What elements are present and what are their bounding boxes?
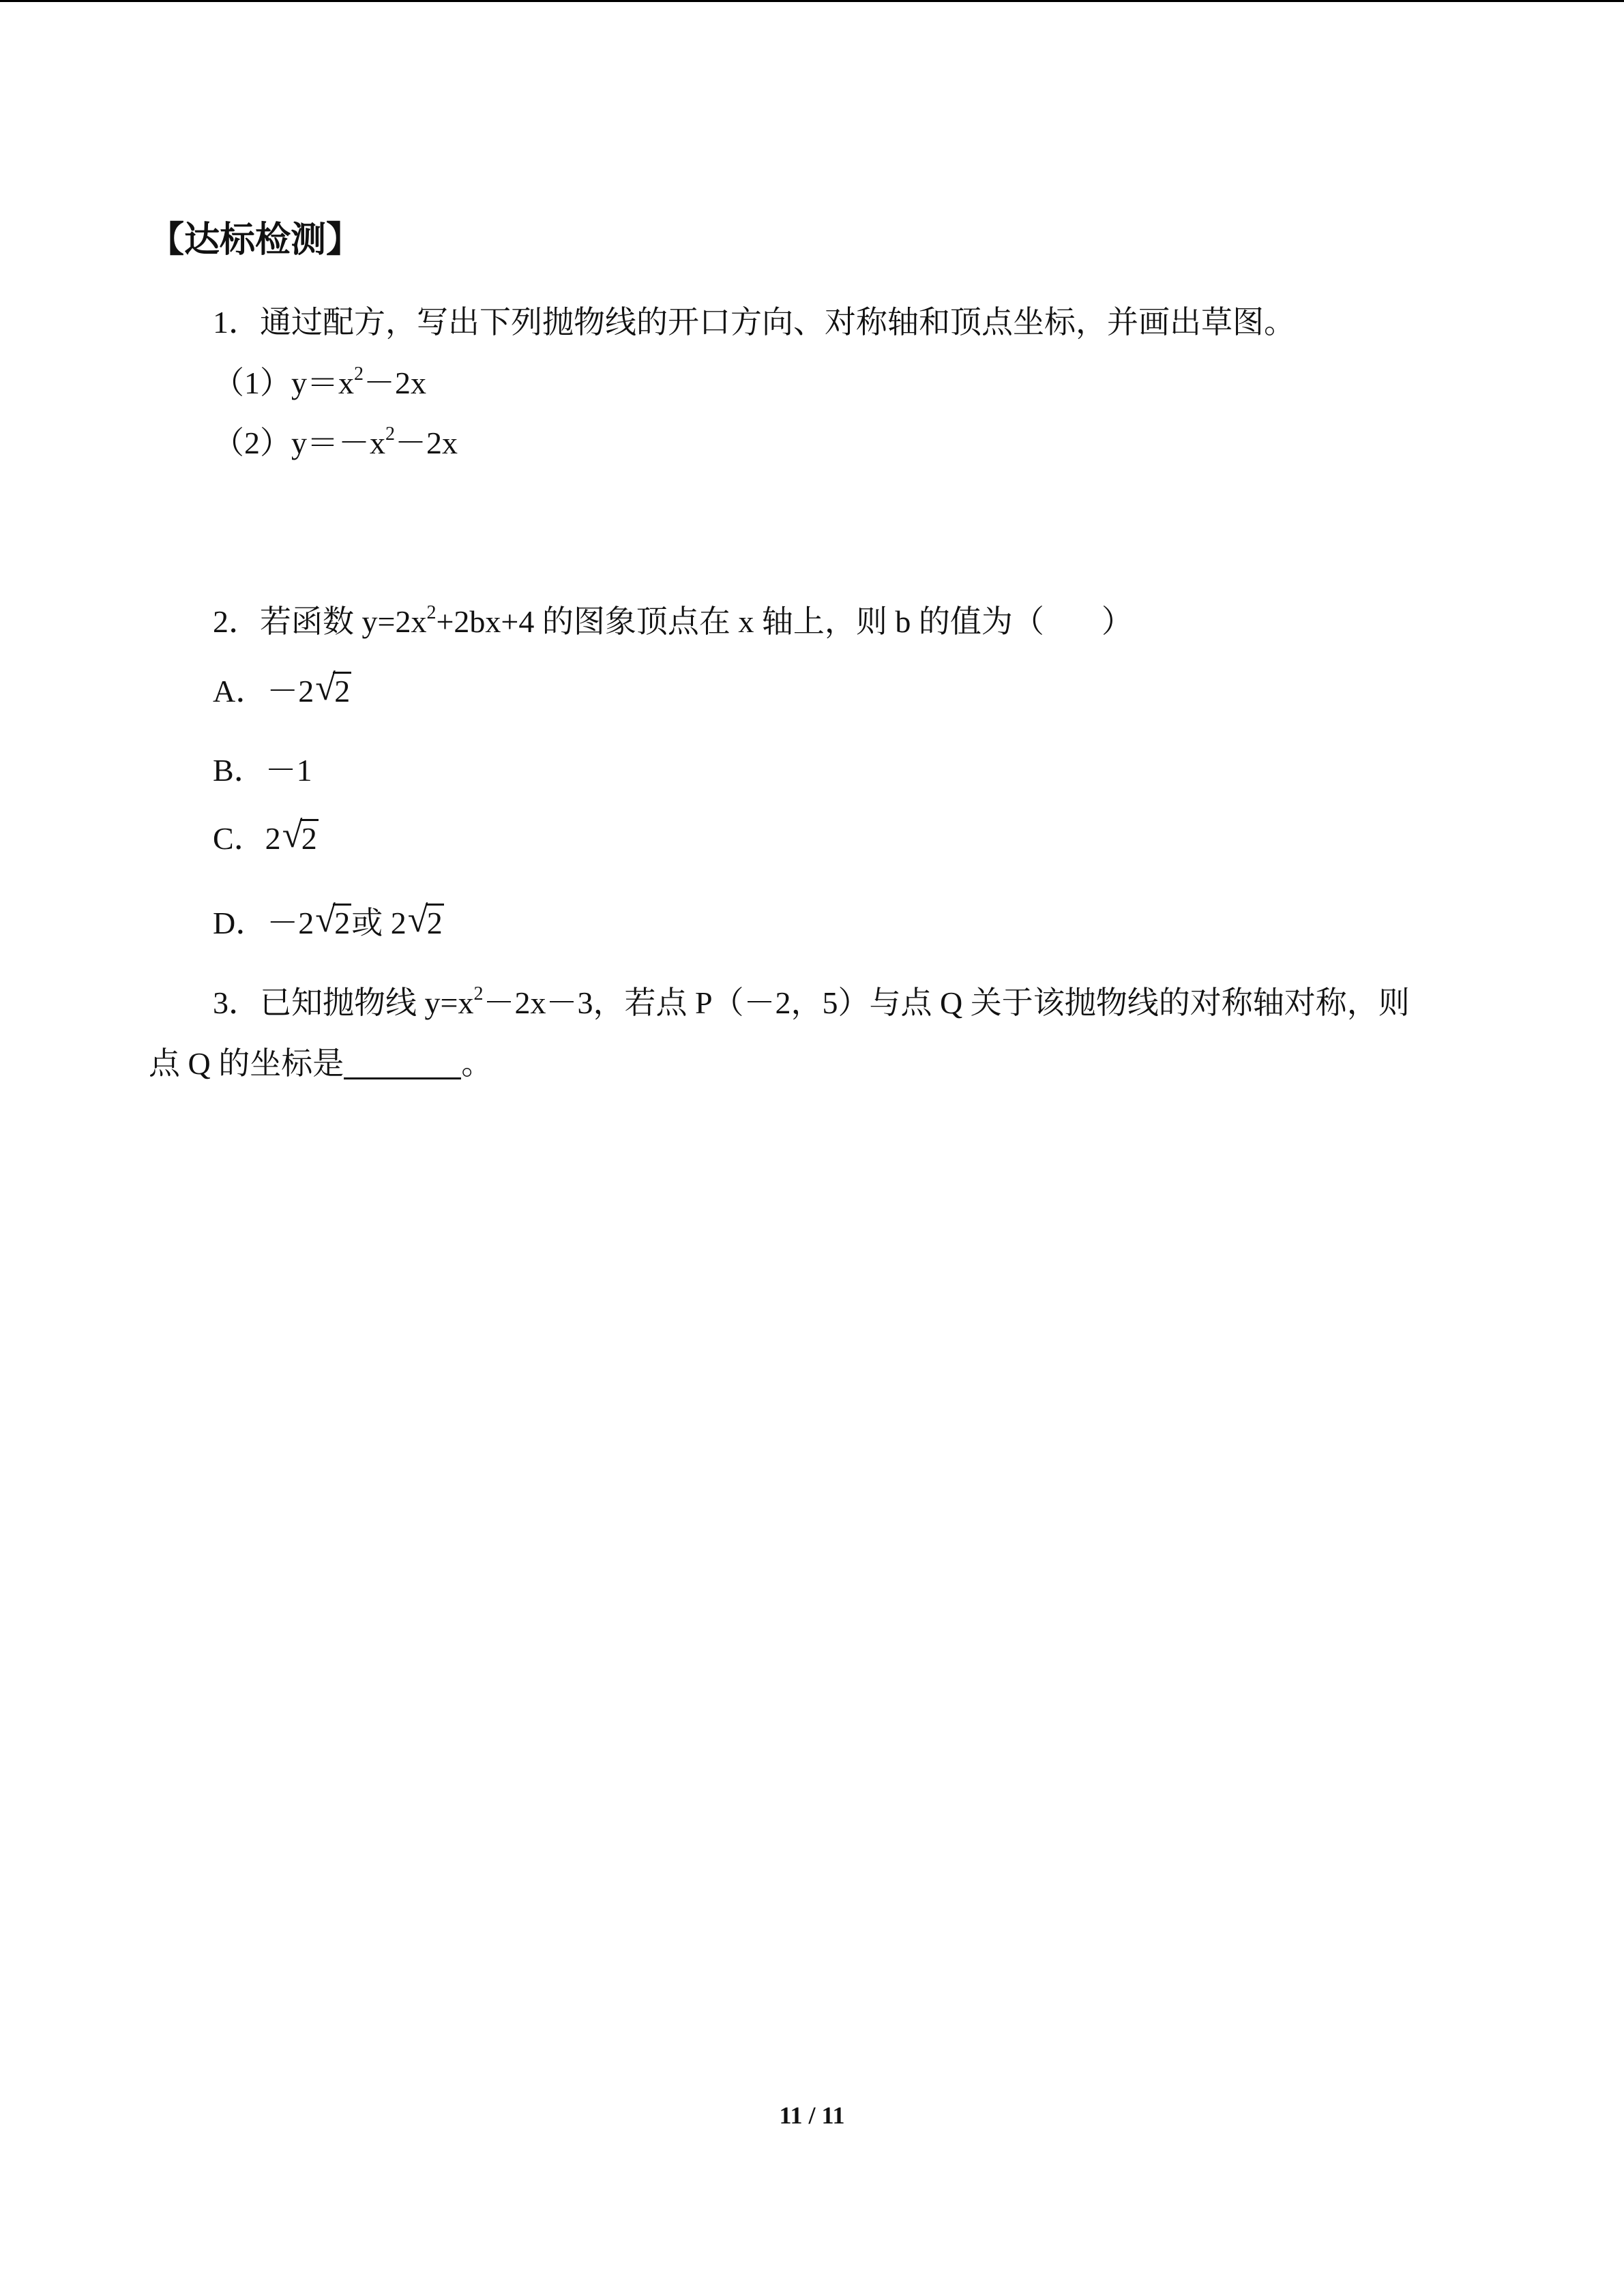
part-1-exponent: 2: [354, 363, 364, 385]
option-d-label: D．－2: [213, 906, 314, 940]
q3-line1-start: 3．已知抛物线 y=x: [213, 985, 474, 1020]
question-3-line-2: [149, 1043, 492, 1084]
question-1-part-1: [213, 363, 426, 404]
page-number: 11 / 11: [779, 2102, 845, 2129]
answer-blank[interactable]: [344, 1050, 461, 1079]
part-1-suffix: －2x: [364, 366, 426, 400]
option-d-radicand-2: 2: [426, 904, 444, 941]
option-b: [213, 750, 312, 791]
part-2-suffix: －2x: [395, 426, 458, 460]
sqrt-symbol: √ 2: [315, 899, 351, 940]
q3-line2-end: 。: [461, 1046, 493, 1081]
option-b-label: B．－1: [213, 753, 312, 788]
question-1-stem: 1．通过配方，写出下列抛物线的开口方向、对称轴和顶点坐标，并画出草图。: [213, 305, 1295, 340]
question-3-line-1: [213, 983, 1410, 1024]
q2-stem-end: ）: [1101, 604, 1133, 639]
sqrt-symbol: √ 2: [282, 814, 317, 856]
q3-exponent: 2: [473, 983, 484, 1004]
q2-stem-middle: +2bx+4 的图象顶点在 x 轴上，则 b 的值为（: [436, 604, 1044, 639]
sqrt-symbol: √ 2: [407, 899, 443, 940]
part-1-prefix: （1）y＝x: [213, 366, 354, 400]
q2-stem-exponent: 2: [426, 602, 437, 623]
option-c-radicand: 2: [300, 819, 319, 856]
question-1-part-2: [213, 423, 458, 464]
option-d-radicand: 2: [333, 904, 351, 941]
option-d: [213, 899, 444, 944]
q2-stem-start: 2．若函数 y=2x: [213, 604, 427, 639]
section-title: 【达标检测】: [149, 220, 362, 260]
option-c: [213, 814, 319, 859]
option-a-label: A．－2: [213, 674, 314, 709]
question-2-stem: [213, 601, 1133, 642]
q3-line1-rest: －2x－3，若点 P（－2，5）与点 Q 关于该抛物线的对称轴对称，则: [483, 985, 1410, 1020]
option-c-label: C．2: [213, 821, 281, 856]
option-a-radicand: 2: [333, 672, 351, 709]
q3-line2-start: 点 Q 的坐标是: [149, 1046, 344, 1081]
option-a: [213, 667, 351, 712]
part-2-exponent: 2: [385, 423, 395, 445]
option-d-middle: 或 2: [351, 906, 407, 940]
sqrt-symbol: √ 2: [315, 667, 351, 709]
part-2-prefix: （2）y＝－x: [213, 426, 385, 460]
